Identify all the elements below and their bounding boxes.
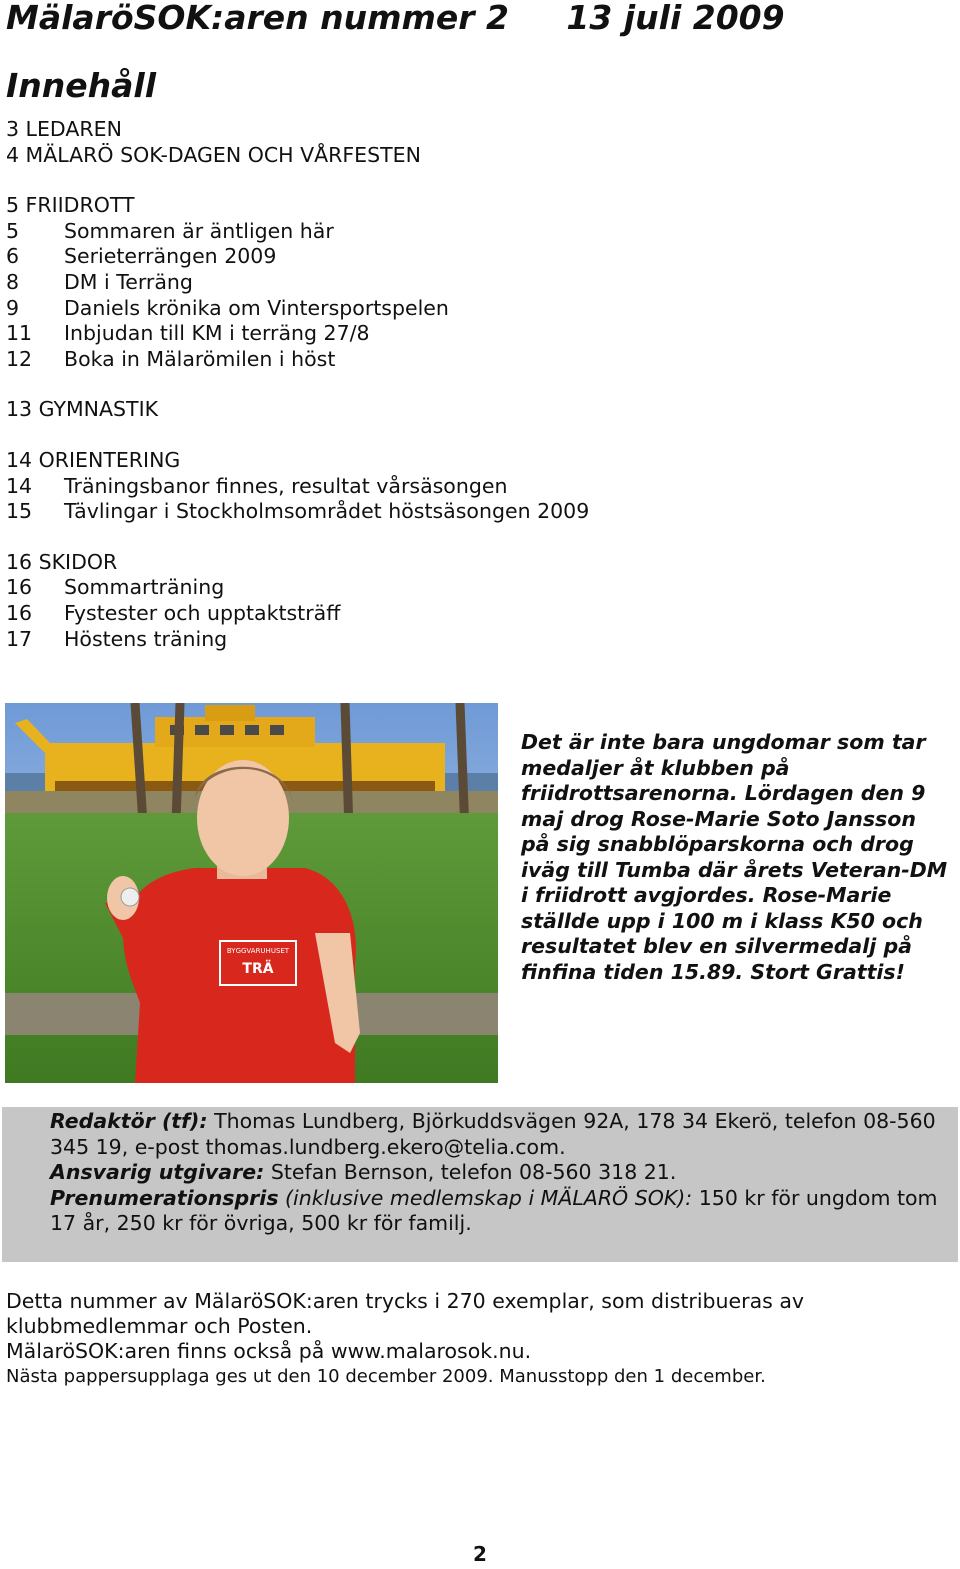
toc-item <box>6 499 589 525</box>
footer-text <box>6 1289 946 1389</box>
toc-text: Fystester och upptaktsträff <box>64 600 341 625</box>
runner-photo <box>5 703 498 1083</box>
toc-page: 16 <box>6 575 33 600</box>
toc-item <box>6 575 589 601</box>
toc-section: 13 GYMNASTIK <box>6 397 159 422</box>
toc-section: 3 LEDAREN <box>6 117 122 141</box>
toc-heading: Innehåll <box>6 66 157 105</box>
toc-page: 17 <box>6 626 33 651</box>
toc-page: 12 <box>6 346 33 371</box>
price-note: (inklusive medlemskap i MÄLARÖ SOK): <box>278 1185 693 1210</box>
toc-item <box>6 270 589 296</box>
toc-text: Inbjudan till KM i terräng 27/8 <box>64 321 370 346</box>
toc-item <box>6 244 589 270</box>
toc-text: Sommarträning <box>64 575 225 600</box>
shirt-logo: TRÄ <box>242 961 274 977</box>
toc-page: 14 <box>6 473 33 498</box>
toc-text: Höstens träning <box>64 626 228 651</box>
toc-item <box>6 347 589 373</box>
toc-section: 4 MÄLARÖ SOK-DAGEN OCH VÅRFESTEN <box>6 142 421 167</box>
page-title: MälaröSOK:aren nummer 2 13 juli 2009 <box>6 0 785 37</box>
shirt-text: BYGGVARUHUSET <box>226 947 290 955</box>
toc-page: 6 <box>6 244 20 269</box>
toc-item <box>6 474 589 500</box>
toc-item <box>6 627 589 653</box>
toc-text: Boka in Mälarömilen i höst <box>64 346 336 371</box>
toc-section: 5 FRIIDROTT <box>6 193 135 218</box>
toc-page: 5 <box>6 218 20 243</box>
toc-page: 15 <box>6 499 33 524</box>
toc-page: 16 <box>6 600 33 625</box>
editorial-info-box <box>2 1107 958 1262</box>
toc-text: Daniels krönika om Vintersportspelen <box>64 295 449 320</box>
toc-item <box>6 219 589 245</box>
publisher-label: Ansvarig utgivare: <box>50 1160 265 1185</box>
editor-label: Redaktör (tf): <box>50 1109 208 1133</box>
toc-section: 14 ORIENTERING <box>6 447 181 472</box>
next-issue-note: Nästa pappersupplaga ges ut den 10 december 2009. Manusstopp den 1 december. <box>6 1365 766 1387</box>
toc-text: Sommaren är äntligen här <box>64 218 334 243</box>
price-label: Prenumerationspris <box>50 1185 279 1210</box>
page-number: 2 <box>473 1542 487 1566</box>
toc-text: Tävlingar i Stockholmsområdet höstsäsongen 2009 <box>64 499 590 524</box>
toc-page: 11 <box>6 321 33 346</box>
toc-item <box>6 321 589 347</box>
price-text: 150 kr för ungdom tom 17 år, 250 kr för övriga, 500 kr för familj. <box>50 1185 938 1236</box>
editor-text: Thomas Lundberg, Björkuddsvägen 92A, 178 34 Ekerö, telefon 08-560 345 19, e-post thomas.lundberg.ekero@telia.com. <box>50 1109 936 1159</box>
photo-caption: Det är inte bara ungdomar som tar medaljer åt klubben på friidrottsarenorna. Lördagen den 9 maj drog Rose-Marie Soto Jansson på sig snabblöparskorna och drog iväg till Tumba där årets Veteran-DM i friidrott avgjordes. Rose-Marie ställde upp i 100 m i klass K50 och resultatet blev en silvermedalj på finfina tiden 15.89. Stort Grattis! <box>521 730 948 984</box>
publisher-text: Stefan Bernson, telefon 08-560 318 21. <box>264 1160 677 1185</box>
toc-page: 8 <box>6 269 20 294</box>
website-note: MälaröSOK:aren finns också på www.malarosok.nu. <box>6 1339 532 1364</box>
table-of-contents <box>6 117 589 652</box>
toc-text: Träningsbanor finnes, resultat vårsäsongen <box>64 473 508 498</box>
toc-text: DM i Terräng <box>64 269 193 294</box>
toc-text: Serieterrängen 2009 <box>64 244 277 269</box>
medal <box>121 888 139 906</box>
print-run-note: Detta nummer av MälaröSOK:aren trycks i 270 exemplar, som distribueras av klubbmedlemmar och Posten. <box>6 1289 805 1339</box>
toc-page: 9 <box>6 295 20 320</box>
toc-item <box>6 601 589 627</box>
toc-item <box>6 296 589 322</box>
toc-section: 16 SKIDOR <box>6 549 118 574</box>
